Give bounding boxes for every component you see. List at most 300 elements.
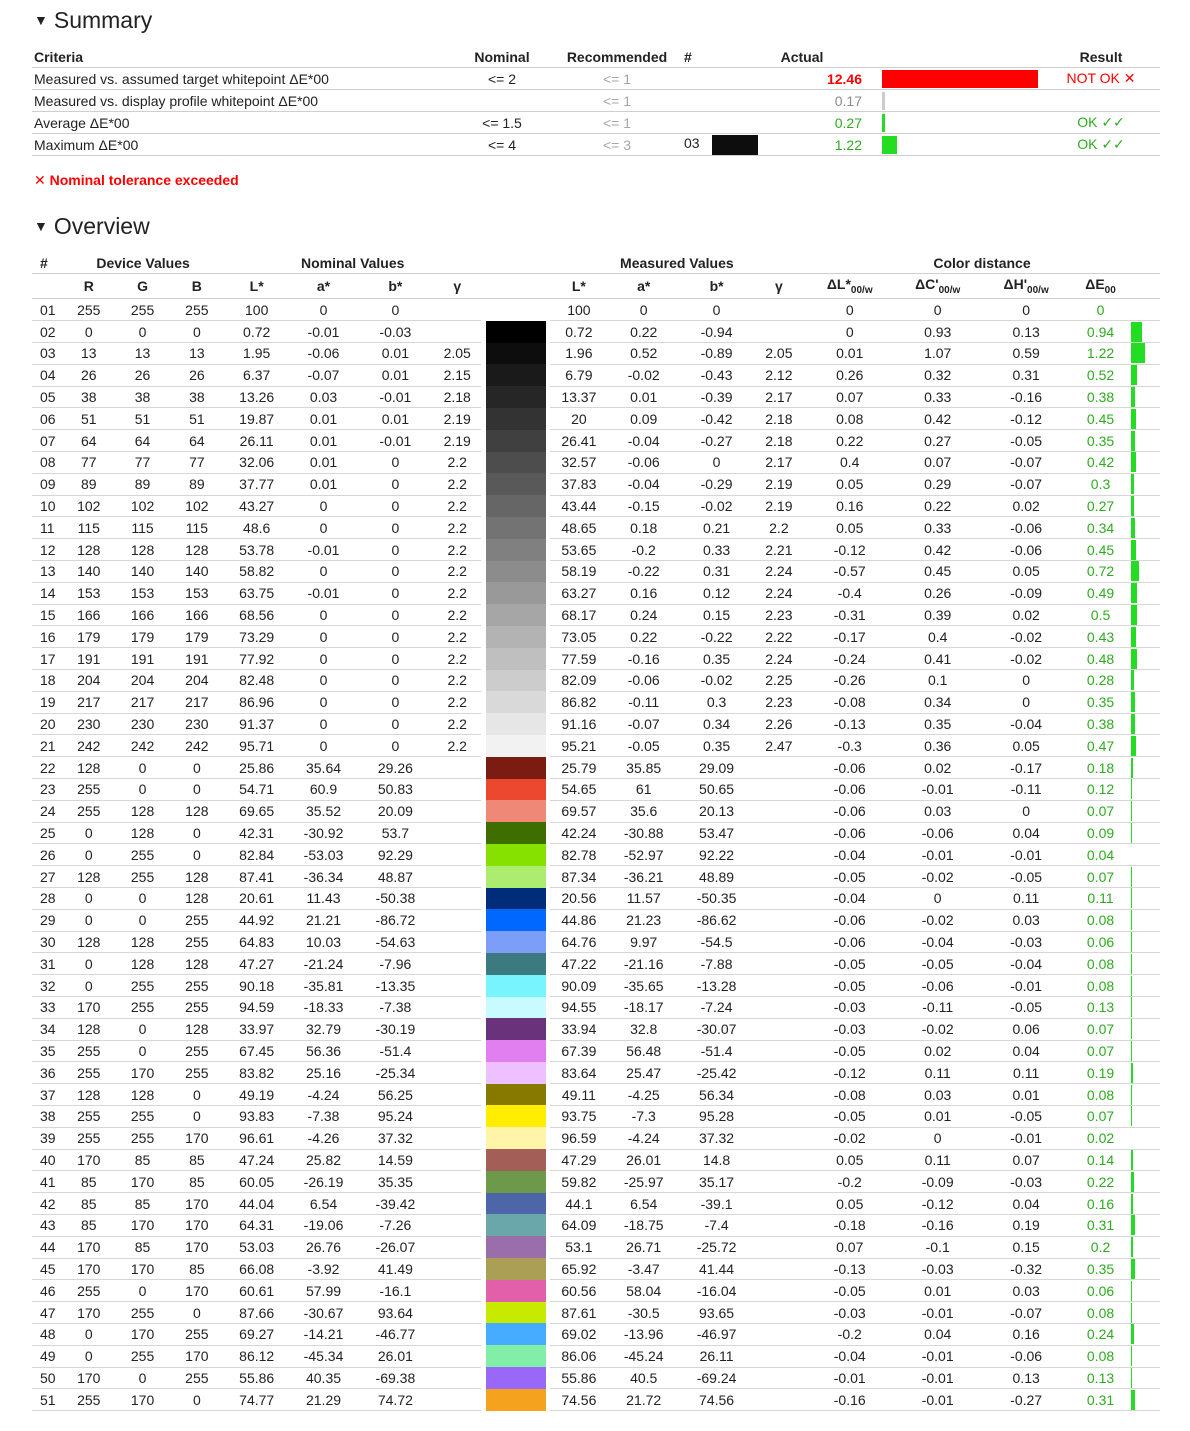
actual-bar: [882, 114, 885, 132]
device-r-cell: 255: [62, 299, 115, 321]
measured-b-cell: -86.62: [679, 909, 753, 931]
delta-c-header: $\Delta C'_{00/w}$: [895, 274, 979, 299]
delta-l-cell: 0.05: [804, 517, 895, 539]
measured-b-cell: 0.34: [679, 713, 753, 735]
measured-l-cell: 87.34: [550, 866, 608, 888]
nominal-a-header: a*: [289, 274, 357, 299]
measured-b-cell: -54.5: [679, 931, 753, 953]
measured-l-cell: 64.76: [550, 931, 608, 953]
device-b-cell: 170: [170, 1127, 224, 1149]
patch-number-cell: 39: [32, 1127, 62, 1149]
nominal-a-cell: 60.9: [289, 779, 357, 801]
delta-h-cell: -0.17: [980, 757, 1072, 779]
nominal-l-cell: 44.04: [224, 1193, 289, 1215]
measured-gamma-cell: [754, 299, 804, 321]
overview-section-toggle[interactable]: [34, 213, 150, 240]
delta-h-cell: -0.09: [980, 582, 1072, 604]
color-swatch: [486, 953, 546, 975]
measured-l-cell: 49.11: [550, 1084, 608, 1106]
device-r-cell: 217: [62, 691, 115, 713]
nominal-gamma-cell: [433, 1062, 481, 1084]
nominal-l-cell: 60.05: [224, 1171, 289, 1193]
measured-a-cell: -52.97: [608, 844, 679, 866]
delta-c-cell: 0.07: [895, 452, 979, 474]
measured-b-cell: 0.15: [679, 604, 753, 626]
nominal-gamma-cell: [433, 800, 481, 822]
measured-a-cell: -0.02: [608, 364, 679, 386]
nominal-gamma-cell: [433, 757, 481, 779]
delta-e-cell: 0.52: [1072, 364, 1128, 386]
measured-l-cell: 83.64: [550, 1062, 608, 1084]
nominal-b-cell: -7.26: [358, 1214, 433, 1236]
device-r-cell: 170: [62, 997, 115, 1019]
device-g-cell: 128: [115, 822, 169, 844]
collapse-triangle-icon: ▼: [34, 12, 48, 28]
overview-title: Overview: [53, 213, 150, 239]
overview-row: [32, 1280, 1160, 1302]
overview-row: [32, 1171, 1160, 1193]
delta-c-cell: -0.02: [895, 866, 979, 888]
measured-b-cell: -7.4: [679, 1214, 753, 1236]
nominal-b-cell: -50.38: [358, 888, 433, 910]
delta-h-cell: -0.04: [980, 953, 1072, 975]
measured-l-cell: 94.55: [550, 997, 608, 1019]
device-g-cell: 179: [115, 626, 169, 648]
color-swatch: [486, 909, 546, 931]
measured-a-cell: 61: [608, 779, 679, 801]
measured-gamma-cell: [754, 757, 804, 779]
delta-e-cell: 0.72: [1072, 561, 1128, 583]
worst-patch-number: 03: [684, 135, 700, 152]
color-swatch-cell: [481, 931, 549, 953]
device-r-cell: 170: [62, 1367, 115, 1389]
delta-e-bar: [1131, 823, 1132, 843]
delta-c-cell: -0.01: [895, 1302, 979, 1324]
measured-a-cell: -0.15: [608, 495, 679, 517]
measured-l-cell: 59.82: [550, 1171, 608, 1193]
device-g-cell: 242: [115, 735, 169, 757]
delta-e-bar: [1131, 932, 1132, 952]
nominal-a-cell: 10.03: [289, 931, 357, 953]
delta-e-cell: 1.22: [1072, 343, 1128, 365]
overview-row: [32, 1040, 1160, 1062]
delta-e-bar-cell: [1129, 495, 1160, 517]
measured-l-cell: 54.65: [550, 779, 608, 801]
color-swatch: [486, 1258, 546, 1280]
delta-c-cell: 0.03: [895, 1084, 979, 1106]
measured-b-cell: -7.24: [679, 997, 753, 1019]
delta-l-cell: 0.07: [804, 386, 895, 408]
delta-e-cell: 0.16: [1072, 1193, 1128, 1215]
actual-value-cell: 0.27: [810, 112, 882, 134]
device-g-cell: 140: [115, 561, 169, 583]
delta-c-cell: -0.01: [895, 1389, 979, 1411]
delta-e-cell: 0.31: [1072, 1214, 1128, 1236]
nominal-b-cell: 0: [358, 539, 433, 561]
delta-h-cell: -0.06: [980, 539, 1072, 561]
delta-c-cell: -0.12: [895, 1193, 979, 1215]
measured-l-cell: 37.83: [550, 473, 608, 495]
patch-number-cell: 26: [32, 844, 62, 866]
color-swatch-cell: [481, 888, 549, 910]
measured-a-cell: -18.75: [608, 1214, 679, 1236]
delta-e-cell: 0.35: [1072, 691, 1128, 713]
result-cell: OK ✓✓: [1042, 112, 1160, 134]
measured-a-cell: -0.06: [608, 452, 679, 474]
device-r-cell: 128: [62, 931, 115, 953]
nominal-b-cell: 0: [358, 452, 433, 474]
delta-e-bar-cell: [1129, 473, 1160, 495]
device-g-cell: 170: [115, 1062, 169, 1084]
device-r-cell: 115: [62, 517, 115, 539]
overview-row: [32, 648, 1160, 670]
delta-e-bar: [1131, 736, 1136, 756]
measured-l-cell: 87.61: [550, 1302, 608, 1324]
recommended-cell: <= 1: [552, 112, 682, 134]
measured-l-cell: 47.22: [550, 953, 608, 975]
measured-gamma-cell: 2.18: [754, 408, 804, 430]
nominal-b-cell: 48.87: [358, 866, 433, 888]
delta-e-bar-cell: [1129, 1323, 1160, 1345]
actual-bar: [882, 70, 1038, 88]
delta-e-cell: 0.07: [1072, 1105, 1128, 1127]
device-r-cell: 255: [62, 1389, 115, 1411]
measured-a-cell: 35.85: [608, 757, 679, 779]
nominal-l-cell: 60.61: [224, 1280, 289, 1302]
delta-e-bar-cell: [1129, 539, 1160, 561]
delta-h-cell: 0.15: [980, 1236, 1072, 1258]
delta-e-bar: [1131, 431, 1135, 451]
nominal-a-cell: 40.35: [289, 1367, 357, 1389]
measured-a-cell: 0.52: [608, 343, 679, 365]
summary-row: [32, 112, 1160, 134]
nominal-l-cell: 55.86: [224, 1367, 289, 1389]
device-g-cell: 230: [115, 713, 169, 735]
delta-l-cell: -0.12: [804, 539, 895, 561]
delta-c-cell: 0: [895, 1127, 979, 1149]
measured-l-cell: 82.09: [550, 670, 608, 692]
delta-l-cell: -0.31: [804, 604, 895, 626]
nominal-b-cell: 95.24: [358, 1105, 433, 1127]
delta-h-cell: 0.16: [980, 1323, 1072, 1345]
delta-h-cell: 0.02: [980, 604, 1072, 626]
measured-gamma-cell: 2.05: [754, 343, 804, 365]
device-r-cell: 255: [62, 1280, 115, 1302]
device-r-cell: 242: [62, 735, 115, 757]
delta-e-bar: [1131, 1303, 1132, 1323]
nominal-a-cell: -18.33: [289, 997, 357, 1019]
nominal-b-cell: -7.38: [358, 997, 433, 1019]
nominal-b-cell: 50.83: [358, 779, 433, 801]
device-g-cell: 170: [115, 1389, 169, 1411]
delta-e-bar: [1131, 976, 1132, 996]
delta-e-cell: 0.02: [1072, 1127, 1128, 1149]
delta-h-cell: -0.27: [980, 1389, 1072, 1411]
delta-c-cell: 0.93: [895, 321, 979, 343]
color-swatch: [486, 844, 546, 866]
summary-section-toggle[interactable]: [34, 7, 152, 34]
delta-l-cell: 0.22: [804, 430, 895, 452]
nominal-b-cell: 0: [358, 735, 433, 757]
delta-c-cell: 0.03: [895, 800, 979, 822]
measured-b-cell: -46.97: [679, 1323, 753, 1345]
measured-gamma-cell: [754, 779, 804, 801]
measured-l-cell: 93.75: [550, 1105, 608, 1127]
delta-e-bar-cell: [1129, 561, 1160, 583]
measured-a-cell: 25.47: [608, 1062, 679, 1084]
measured-l-cell: 63.27: [550, 582, 608, 604]
measured-a-cell: -36.21: [608, 866, 679, 888]
measured-l-cell: 73.05: [550, 626, 608, 648]
patch-number-cell: 04: [32, 364, 62, 386]
delta-e-bar-cell: [1129, 1127, 1160, 1149]
delta-h-cell: 0: [980, 800, 1072, 822]
device-g-cell: 217: [115, 691, 169, 713]
measured-gamma-cell: [754, 1367, 804, 1389]
color-swatch: [486, 1040, 546, 1062]
patch-number-cell: 17: [32, 648, 62, 670]
device-g-cell: 85: [115, 1149, 169, 1171]
delta-h-header: $\Delta H'_{00/w}$: [980, 274, 1072, 299]
nominal-gamma-cell: 2.05: [433, 343, 481, 365]
color-swatch-cell: [481, 800, 549, 822]
color-swatch: [486, 1062, 546, 1084]
device-r-cell: 128: [62, 1018, 115, 1040]
delta-l-cell: 0.16: [804, 495, 895, 517]
color-swatch: [486, 670, 546, 692]
nominal-gamma-cell: [433, 1105, 481, 1127]
nominal-a-cell: 0: [289, 670, 357, 692]
nominal-b-cell: 0: [358, 691, 433, 713]
delta-h-cell: 0.03: [980, 909, 1072, 931]
device-r-cell: 255: [62, 1105, 115, 1127]
device-g-cell: 170: [115, 1214, 169, 1236]
nominal-l-cell: 82.48: [224, 670, 289, 692]
nominal-b-cell: -13.35: [358, 975, 433, 997]
measured-gamma-cell: 2.47: [754, 735, 804, 757]
delta-c-cell: 0.1: [895, 670, 979, 692]
device-b-cell: 0: [170, 1389, 224, 1411]
nominal-b-cell: 0: [358, 626, 433, 648]
device-r-cell: 230: [62, 713, 115, 735]
color-swatch: [486, 1084, 546, 1106]
delta-e-bar: [1131, 540, 1136, 560]
measured-gamma-cell: 2.17: [754, 452, 804, 474]
delta-e-bar: [1131, 1237, 1133, 1257]
color-swatch-cell: [481, 975, 549, 997]
measured-l-cell: 77.59: [550, 648, 608, 670]
nominal-l-cell: 20.61: [224, 888, 289, 910]
device-g-cell: 255: [115, 1345, 169, 1367]
delta-h-cell: 0.13: [980, 321, 1072, 343]
delta-e-cell: 0.49: [1072, 582, 1128, 604]
measured-b-cell: -0.42: [679, 408, 753, 430]
color-swatch: [486, 1367, 546, 1389]
device-g-cell: 0: [115, 888, 169, 910]
measured-l-cell: 86.82: [550, 691, 608, 713]
patch-number-cell: 03: [32, 343, 62, 365]
delta-e-bar: [1131, 714, 1135, 734]
nominal-b-cell: 0: [358, 561, 433, 583]
nominal-l-cell: 53.78: [224, 539, 289, 561]
patch-number-cell: 15: [32, 604, 62, 626]
device-b-cell: 255: [170, 1367, 224, 1389]
measured-a-cell: 56.48: [608, 1040, 679, 1062]
nominal-l-cell: 82.84: [224, 844, 289, 866]
device-g-cell: 0: [115, 1018, 169, 1040]
nominal-a-cell: 0: [289, 713, 357, 735]
delta-c-cell: 0.11: [895, 1149, 979, 1171]
overview-row: [32, 582, 1160, 604]
measured-a-cell: -45.24: [608, 1345, 679, 1367]
delta-h-cell: -0.02: [980, 648, 1072, 670]
nominal-l-cell: 1.95: [224, 343, 289, 365]
measured-gamma-cell: [754, 321, 804, 343]
nominal-l-cell: 6.37: [224, 364, 289, 386]
delta-h-cell: -0.05: [980, 997, 1072, 1019]
measured-b-cell: 35.17: [679, 1171, 753, 1193]
device-r-cell: 0: [62, 321, 115, 343]
nominal-gamma-cell: 2.2: [433, 539, 481, 561]
device-g-cell: 170: [115, 1258, 169, 1280]
delta-e-bar-cell: [1129, 1193, 1160, 1215]
worst-patch-swatch: [712, 135, 758, 155]
device-g-cell: 128: [115, 539, 169, 561]
nominal-a-cell: 35.64: [289, 757, 357, 779]
delta-l-cell: -0.06: [804, 931, 895, 953]
delta-c-cell: 0.04: [895, 1323, 979, 1345]
nominal-gamma-cell: [433, 1127, 481, 1149]
measured-l-cell: 90.09: [550, 975, 608, 997]
nominal-a-cell: -7.38: [289, 1105, 357, 1127]
nominal-b-cell: -46.77: [358, 1323, 433, 1345]
delta-h-cell: 0.04: [980, 1193, 1072, 1215]
measured-l-cell: 65.92: [550, 1258, 608, 1280]
delta-e-bar-cell: [1129, 1040, 1160, 1062]
actual-header: Actual: [722, 46, 882, 68]
delta-l-header: $\Delta L*_{00/w}$: [804, 274, 895, 299]
nominal-l-cell: 67.45: [224, 1040, 289, 1062]
device-g-cell: 85: [115, 1193, 169, 1215]
device-b-cell: 204: [170, 670, 224, 692]
device-r-cell: 0: [62, 909, 115, 931]
nominal-gamma-cell: [433, 1389, 481, 1411]
patch-number-cell: 24: [32, 800, 62, 822]
delta-e-cell: 0.06: [1072, 1280, 1128, 1302]
color-swatch-cell: [481, 539, 549, 561]
measured-b-cell: -0.89: [679, 343, 753, 365]
measured-gamma-cell: 2.26: [754, 713, 804, 735]
nominal-a-cell: -0.07: [289, 364, 357, 386]
device-g-header: G: [115, 274, 169, 299]
color-swatch: [486, 1345, 546, 1367]
color-swatch: [486, 539, 546, 561]
device-g-cell: 64: [115, 430, 169, 452]
delta-e-cell: 0.07: [1072, 866, 1128, 888]
nominal-a-cell: 0.03: [289, 386, 357, 408]
delta-e-bar-cell: [1129, 386, 1160, 408]
nominal-b-cell: -0.01: [358, 386, 433, 408]
delta-c-cell: -0.02: [895, 1018, 979, 1040]
nominal-b-cell: 0: [358, 582, 433, 604]
delta-l-cell: -0.03: [804, 1018, 895, 1040]
delta-e-bar: [1131, 954, 1132, 974]
delta-c-cell: 0.33: [895, 386, 979, 408]
nominal-gamma-cell: [433, 1149, 481, 1171]
patch-number-cell: 33: [32, 997, 62, 1019]
nominal-b-cell: 14.59: [358, 1149, 433, 1171]
device-b-cell: 170: [170, 1214, 224, 1236]
summary-header-row: [32, 46, 1160, 68]
delta-l-cell: -0.17: [804, 626, 895, 648]
measured-a-cell: -30.5: [608, 1302, 679, 1324]
measured-gamma-cell: [754, 800, 804, 822]
device-r-cell: 191: [62, 648, 115, 670]
delta-h-cell: 0.01: [980, 1084, 1072, 1106]
delta-e-cell: 0.47: [1072, 735, 1128, 757]
overview-row: [32, 495, 1160, 517]
measured-l-cell: 0.72: [550, 321, 608, 343]
measured-a-cell: 21.72: [608, 1389, 679, 1411]
delta-c-cell: 0.01: [895, 1105, 979, 1127]
measured-a-cell: 0.09: [608, 408, 679, 430]
nominal-b-cell: -39.42: [358, 1193, 433, 1215]
delta-h-cell: -0.01: [980, 844, 1072, 866]
measured-a-cell: 6.54: [608, 1193, 679, 1215]
delta-e-cell: 0.09: [1072, 822, 1128, 844]
measured-b-cell: 26.11: [679, 1345, 753, 1367]
delta-e-cell: 0.06: [1072, 931, 1128, 953]
device-g-cell: 128: [115, 931, 169, 953]
delta-e-bar-cell: [1129, 364, 1160, 386]
device-r-cell: 64: [62, 430, 115, 452]
device-g-cell: 255: [115, 866, 169, 888]
worst-patch-cell: [682, 90, 810, 112]
patch-number-cell: 37: [32, 1084, 62, 1106]
nominal-l-cell: 43.27: [224, 495, 289, 517]
nominal-b-cell: 0.01: [358, 408, 433, 430]
measured-b-cell: -30.07: [679, 1018, 753, 1040]
overview-row: [32, 430, 1160, 452]
delta-e-bar-cell: [1129, 670, 1160, 692]
nominal-a-cell: -26.19: [289, 1171, 357, 1193]
delta-e-bar-cell: [1129, 1389, 1160, 1411]
color-swatch: [486, 931, 546, 953]
overview-row: [32, 1105, 1160, 1127]
device-g-cell: 255: [115, 844, 169, 866]
measured-gamma-cell: [754, 1389, 804, 1411]
color-swatch-cell: [481, 1280, 549, 1302]
color-swatch-cell: [481, 1236, 549, 1258]
measured-b-cell: -25.42: [679, 1062, 753, 1084]
measured-l-cell: 96.59: [550, 1127, 608, 1149]
nominal-gamma-cell: 2.2: [433, 626, 481, 648]
patch-number-cell: 50: [32, 1367, 62, 1389]
measured-gamma-cell: [754, 931, 804, 953]
measured-a-cell: -0.07: [608, 713, 679, 735]
color-swatch: [486, 1127, 546, 1149]
nominal-l-cell: 73.29: [224, 626, 289, 648]
device-b-cell: 89: [170, 473, 224, 495]
device-b-cell: 255: [170, 1062, 224, 1084]
device-g-cell: 255: [115, 1105, 169, 1127]
delta-e-cell: 0.2: [1072, 1236, 1128, 1258]
device-r-cell: 170: [62, 1258, 115, 1280]
device-g-cell: 255: [115, 299, 169, 321]
patch-number-cell: 30: [32, 931, 62, 953]
result-cell: OK ✓✓: [1042, 134, 1160, 156]
measured-a-cell: -0.16: [608, 648, 679, 670]
